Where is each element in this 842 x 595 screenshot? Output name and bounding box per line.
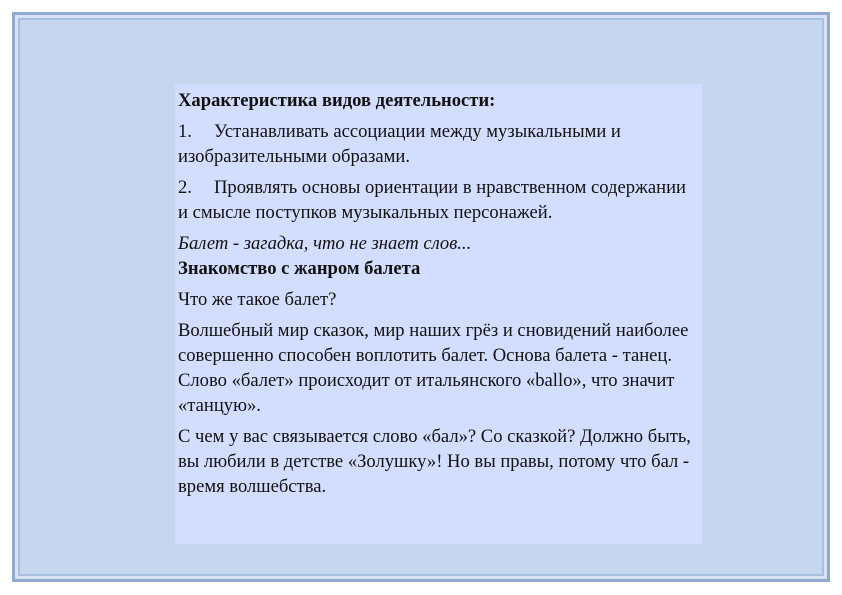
list-number-1: 1. (178, 121, 192, 142)
epigraph: Балет - загадка, что не знает слов... (178, 233, 472, 254)
subheading: Знакомство с жанром балета (178, 258, 421, 279)
list-item-1 (178, 119, 699, 169)
list-text-1: Устанавливать ассоциации между музыкальными и изобразительными образами. (178, 121, 621, 167)
list-item-2 (178, 175, 699, 225)
heading: Характеристика видов деятельности: (178, 90, 496, 111)
list-text-2: Проявлять основы ориентации в нравственном содержании и смысле поступков музыкальных персонажей. (178, 177, 687, 223)
paragraph-1: Волшебный мир сказок, мир наших грёз и сновидений наиболее совершенно способен воплотить балет. Основа балета - танец. Слово «балет» происходит от итальянского «ballo», что значит «танцую». (178, 320, 689, 416)
text-box (175, 84, 702, 544)
paragraph-2: С чем у вас связывается слово «бал»? Со сказкой? Должно быть, вы любили в детстве «Золушку»! Но вы правы, потому что бал - время волшебства. (178, 426, 691, 497)
list-number-2: 2. (178, 177, 192, 198)
question: Что же такое балет? (178, 289, 337, 310)
